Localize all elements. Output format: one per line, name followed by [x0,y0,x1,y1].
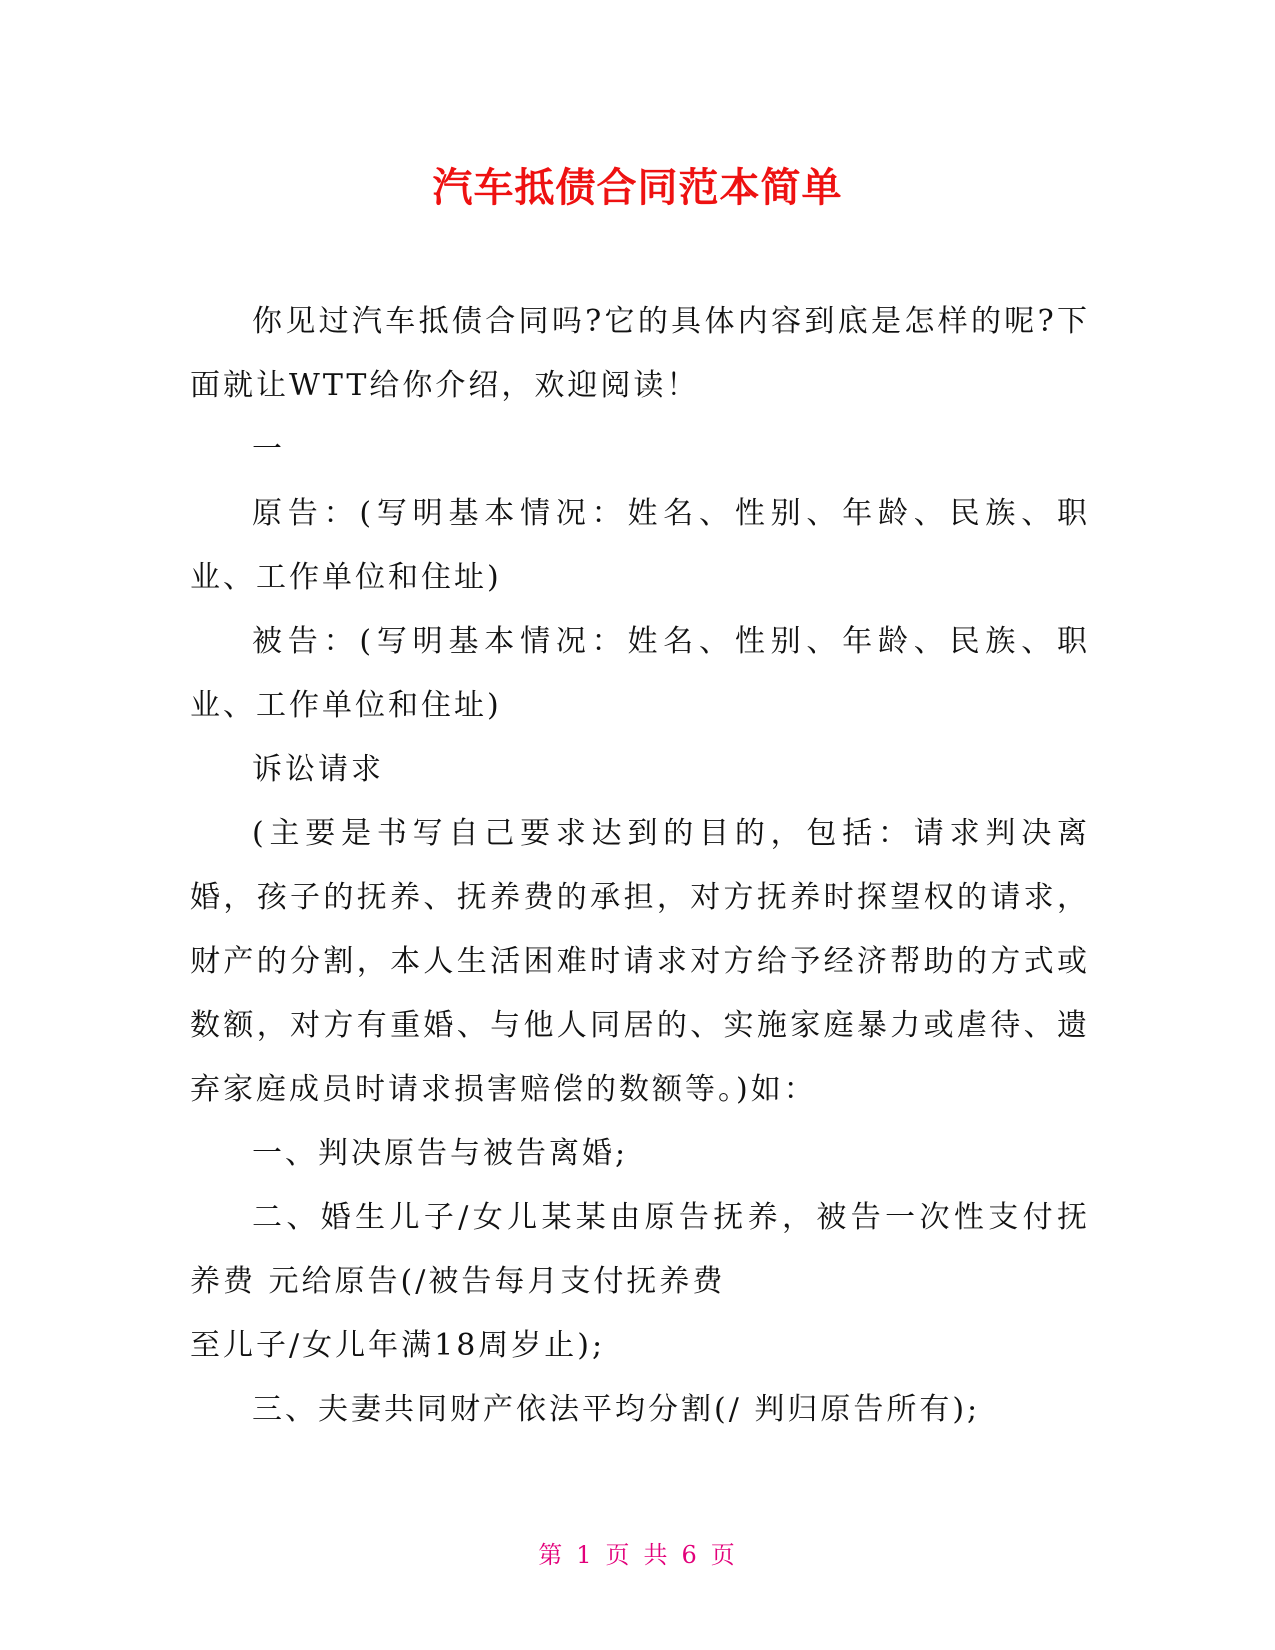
footer-label-page: 第 [538,1541,565,1569]
footer-label-ye: 页 [605,1541,632,1569]
paragraph-claim-2: 二、婚生儿子/女儿某某由原告抚养，被告一次性支付抚养费 元给原告(/被告每月支付抚养费 [190,1200,1090,1299]
paragraph-claim-2-continued: 至儿子/女儿年满18周岁止); [190,1328,606,1363]
paragraph-plaintiff: 原告：(写明基本情况：姓名、性别、年龄、民族、职业、工作单位和住址) [190,496,1090,595]
footer-label-total: 共 [643,1541,670,1569]
document-body [190,290,1090,1442]
paragraph-claim-1: 一、判决原告与被告离婚; [252,1136,629,1171]
paragraph-claims-heading: 诉讼请求 [252,752,384,787]
paragraph-claims-description: (主要是书写自己要求达到的目的，包括：请求判决离婚，孩子的抚养、抚养费的承担，对方抚养时探望权的请求，财产的分割，本人生活困难时请求对方给予经济帮助的方式或数额，对方有重婚、与他人同居的、实施家庭暴力或虐待、遗弃家庭成员时请求损害赔偿的数额等。)如： [190,816,1090,1107]
paragraph-defendant: 被告：(写明基本情况：姓名、性别、年龄、民族、职业、工作单位和住址) [190,624,1090,723]
paragraph-section-marker: 一 [252,432,285,467]
paragraph-claim-3: 三、夫妻共同财产依法平均分割(/ 判归原告所有); [252,1392,981,1427]
footer-current-page: 1 [576,1541,594,1569]
footer-label-ye2: 页 [710,1541,737,1569]
page-footer [0,1535,1275,1570]
document-title: 汽车抵债合同范本简单 [432,165,843,211]
paragraph-intro: 你见过汽车抵债合同吗?它的具体内容到底是怎样的呢?下面就让WTT给你介绍，欢迎阅读！ [190,304,1090,403]
footer-total-pages: 6 [681,1541,699,1569]
